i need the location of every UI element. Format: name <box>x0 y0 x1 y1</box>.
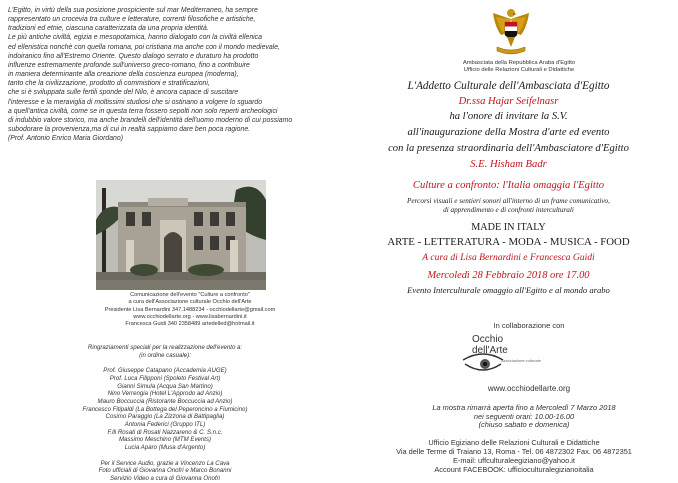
embassy-line: Ambasciata della Repubblica Araba d'Egitto <box>462 60 576 66</box>
thanks-line: Antonia Federici (Gruppo ITL) <box>124 421 206 429</box>
intro-line: tradizioni ed etnie, ciascuna caratterizzata da una propria identità. <box>8 25 209 33</box>
embassy-line: Ufficio delle Relazioni Culturali e Didattiche <box>463 67 575 74</box>
event-date: Mercoledì 28 Febbraio 2018 ore 17.00 <box>427 270 590 281</box>
thanks-line: Lucia Aparo (Musa d'Argento) <box>124 444 206 452</box>
invite-text: ha l'onore di invitare la S.V. <box>449 111 568 122</box>
embassy-header <box>419 60 619 74</box>
thanks-line: Nino Verrengia (Hotel L'Approdo ad Anzio) <box>107 390 223 398</box>
thanks-line: Prof. Giuseppe Catapano (Accademia AUGE) <box>103 367 227 375</box>
intro-line: tanto che la civilizzazione, prodotto di commistioni e stratificazioni, <box>8 80 210 88</box>
dates-line: (chiuso sabato e domenica) <box>478 420 570 430</box>
left-panel <box>0 0 339 480</box>
thanks-line: Per il Service Audio, grazie a Vincenzo La Cava <box>100 459 230 467</box>
contact-address: Via delle Terme di Traiano 13, Roma - Tel. 06 4872302 Fax. 06 4872351 <box>396 447 632 456</box>
caption-line: Francesca Guidi 340 2358489 artedelled@hotmail.it <box>125 321 255 328</box>
event-description: Evento Interculturale omaggio all'Egitto e al mondo arabo <box>407 285 610 295</box>
egypt-eagle-emblem <box>491 5 531 57</box>
thanks-line <box>20 452 310 460</box>
intro-line: L'Egitto, in virtù della sua posizione prospiciente sul mar Mediterraneo, ha sempre <box>8 7 258 14</box>
acknowledgements <box>20 344 310 483</box>
building-photo <box>96 180 266 290</box>
made-in-italy: MADE IN ITALY <box>471 222 546 233</box>
intro-line: l'interesse e la meraviglia di moltissimi studiosi che si ostinano a volgere lo sguardo <box>8 98 263 106</box>
intro-attribution: (Prof. Antonio Enrico Maria Giordano) <box>8 135 124 143</box>
thanks-line: Ringraziamenti speciali per la realizzazione dell'evento a: <box>87 344 243 351</box>
ambassador-presence-line: con la presenza straordinaria dell'Ambasciatore d'Egitto <box>388 143 629 154</box>
intro-line: subodorare la provenienza,ma di cui in realtà sappiamo dare ben poca ragione. <box>8 126 251 134</box>
caption-line: www.occhiodellarte.org - www.lisabernardini.it <box>133 313 247 320</box>
intro-line: Le più antiche civiltà, egizia e mesopotamica, hanno dialogato con la civiltà ellenica <box>8 34 262 42</box>
thanks-line <box>20 359 310 367</box>
occhio-dellarte-logo <box>456 330 566 374</box>
contact-email[interactable]: E-mail: uffculturaleegiziano@yahoo.it <box>453 456 575 465</box>
collaboration-label: In collaborazione con <box>493 321 565 330</box>
intro-line: ed ellenistica nonchè con quella romana, poi cristiana ma anche con il mondo medievale, <box>8 43 280 51</box>
curators-line: A cura di Lisa Bernardini e Francesca Guidi <box>422 252 595 263</box>
thanks-line: Gianni Simula (Acqua San Martino) <box>117 382 213 390</box>
thanks-line: F.lli Rosati di Rosati Nazzareno & C. S.n.c. <box>107 428 223 436</box>
logo-text-dellarte: dell'Arte <box>472 345 508 356</box>
logo-tagline: Associazione culturale <box>501 358 541 363</box>
subtitle-line: Percorsi visuali e sentieri sonori all'interno di un frame comunicativo, <box>407 197 610 205</box>
eye-icon <box>461 352 505 374</box>
thanks-line: Foto ufficiali di Giovanna Onofri e Marco Bonanni <box>98 467 232 475</box>
dates-line: La mostra rimarrà aperta fino a Mercoledì 7 Marzo 2018 <box>432 403 616 412</box>
dates-line: nei seguenti orari: 10.00-16.00 <box>473 411 575 421</box>
subtitle-line: di apprendimento e di confronti interculturali <box>443 206 574 214</box>
host-name: Dr.ssa Hajar Seifelnasr <box>458 96 559 107</box>
categories-line: ARTE - LETTERATURA - MODA - MUSICA - FOOD <box>387 236 630 248</box>
contact-info <box>359 438 669 474</box>
intro-line: influenze estremamente profonde sull'universo greco-romano, fino a contribuire <box>8 61 250 69</box>
intro-line: in maniera determinante alla creazione della coscienza europea (moderna), <box>8 71 239 79</box>
contact-facebook[interactable]: Account FACEBOOK: ufficioculturalegizianoitalia <box>434 465 594 474</box>
caption-line: Comunicazione dell'evento "Culture a confronto" <box>130 292 250 298</box>
ambassador-name: S.E. Hisham Badr <box>470 159 547 170</box>
caption-line: Presidente Lisa Bernardini 347.1488234 - occhiodellarte@gmail.com <box>104 306 276 313</box>
caption-line: a cura dell'Associazione culturale Occhio dell'Arte <box>128 299 252 306</box>
photo-caption <box>60 292 320 328</box>
thanks-line: Francesco Fitipaldi (La Bottega del Peperoncino a Fiumicino) <box>82 405 248 413</box>
right-panel <box>339 0 678 480</box>
intro-quote <box>8 6 334 143</box>
intro-line: a quell'antica civiltà, come se in questa terra fossero sepolti non solo reperti archeologici <box>8 107 278 115</box>
thanks-line: Servizio Video a cura di Giovanna Onofri <box>110 474 220 482</box>
thanks-line: Massimo Meschino (MTM Events) <box>118 436 212 444</box>
exhibition-dates <box>379 404 669 430</box>
website-link[interactable]: www.occhiodellarte.org <box>487 384 571 393</box>
contact-office: Ufficio Egiziano delle Relazioni Culturali e Didattiche <box>428 438 600 447</box>
inauguration-line: all'inaugurazione della Mostra d'arte ed evento <box>407 127 610 138</box>
invitation-title: L'Addetto Culturale dell'Ambasciata d'Egitto <box>407 80 610 92</box>
thanks-line: Mauro Boccuccia (Ristorante Boccuccia ad Anzio) <box>97 397 233 405</box>
thanks-line: (in ordine casuale): <box>139 351 191 359</box>
intro-line: che si è sviluppata sulle fertili sponde del Nilo, è ancora capace di suscitare <box>8 89 239 97</box>
event-title: Culture a confronto: l'Italia omaggia l'Egitto <box>412 180 605 191</box>
intro-line: rappresentato un crocevia tra culture e letterature, correnti filosofiche e artistiche, <box>8 16 256 24</box>
event-subtitle <box>339 197 678 215</box>
intro-line: indoiranico fino all'Estremo Oriente. Questo dialogo serrato e duraturo ha prodotto <box>8 52 259 60</box>
thanks-line: Prof. Luca Filipponi (Spoleto Festival Art) <box>109 374 221 382</box>
logo-text-occhio: Occhio <box>472 334 504 345</box>
thanks-line: Cosimo Paraggio (La Zizzona di Battipaglia) <box>105 413 225 421</box>
intro-line: di indubbio valore storico, ma anche brandelli dell'identità dell'uomo moderno di cui possiamo <box>8 116 293 124</box>
